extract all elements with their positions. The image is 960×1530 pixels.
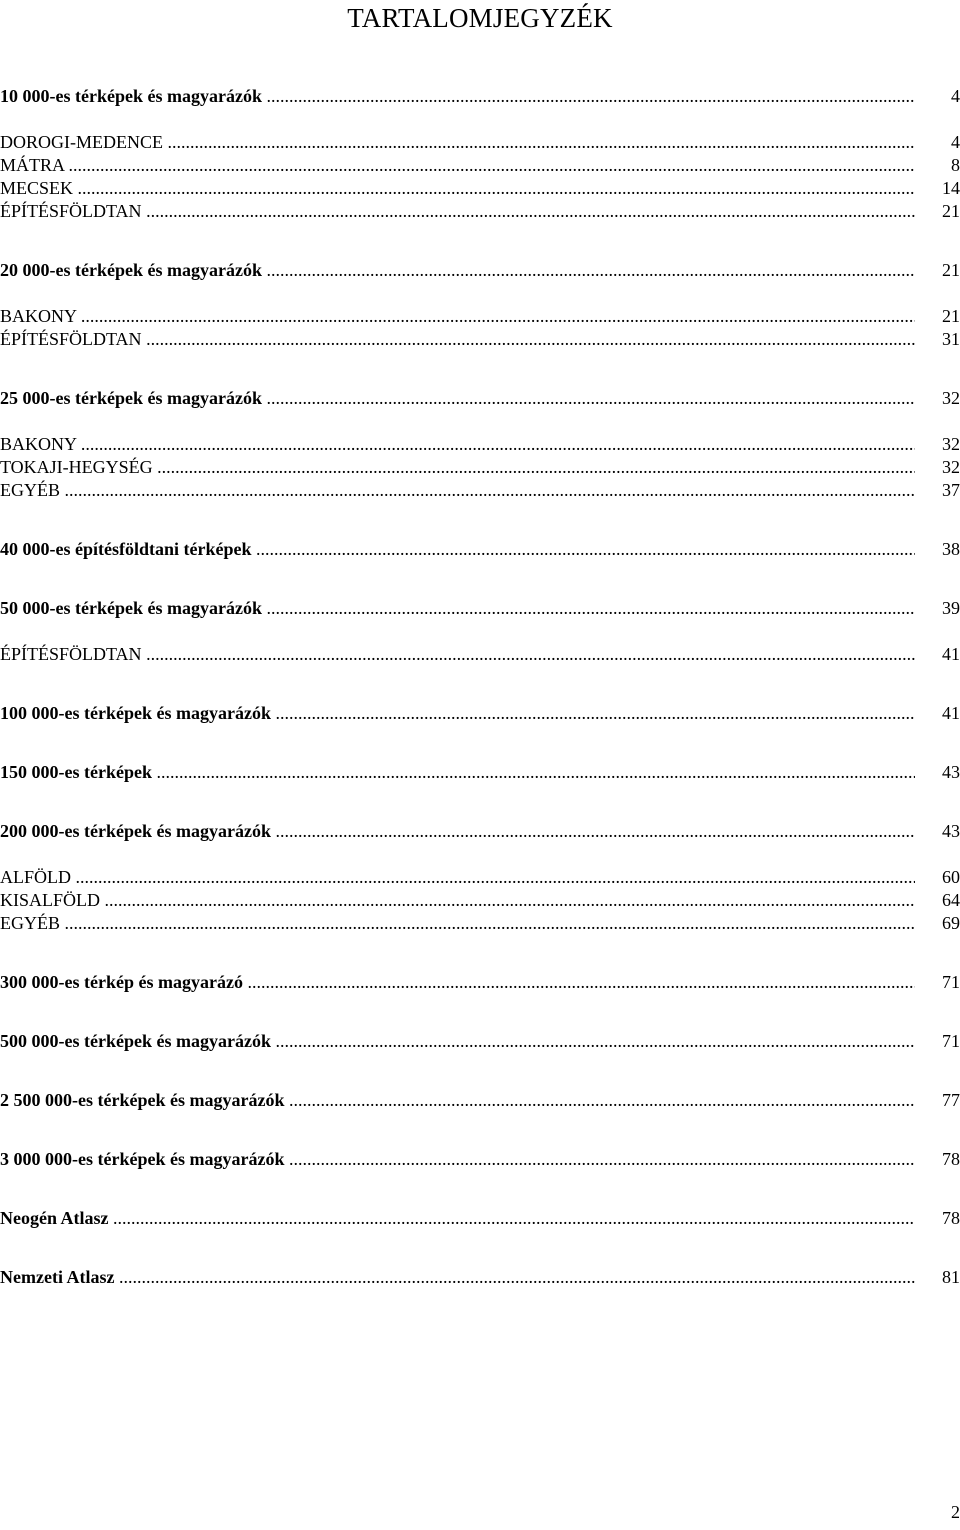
toc-entry [0,386,960,410]
toc-entry [0,970,960,994]
toc-entry-label-wrap [0,537,915,561]
toc-entry-page: 32 [942,434,960,454]
page-number: 2 [951,1502,960,1522]
toc-entry [0,1029,960,1053]
toc-entry-label-wrap [0,432,915,456]
toc-entry-page: 21 [942,201,960,221]
toc-entry [0,176,960,200]
toc-entry-label: ÉPÍTÉSFÖLDTAN [0,644,142,664]
toc-entry-label: BAKONY [0,434,77,454]
toc-entry-label: 100 000-es térképek és magyarázók [0,703,271,723]
toc-entry [0,596,960,620]
toc-entry [0,537,960,561]
toc-entry [0,455,960,479]
toc-entry [0,911,960,935]
toc-entry-label-wrap [0,199,915,223]
toc-entry-label: DOROGI-MEDENCE [0,132,163,152]
toc-entry-page: 4 [951,86,960,106]
toc-entry [0,760,960,784]
toc-entry-page: 64 [942,890,960,910]
toc-entry [0,865,960,889]
toc-entry-label: 50 000-es térképek és magyarázók [0,598,262,618]
toc-entry-label-wrap [0,304,915,328]
toc-entry-label: 300 000-es térkép és magyarázó [0,972,243,992]
page-title: TARTALOMJEGYZÉK [347,3,613,33]
toc-entry-label-wrap [0,596,915,620]
toc-entry-page: 21 [942,306,960,326]
toc-entry-label-wrap [0,865,915,889]
toc-entry [0,153,960,177]
toc-entry-label: 25 000-es térképek és magyarázók [0,388,262,408]
toc-entry-page: 77 [942,1090,960,1110]
toc-entry-label: ÉPÍTÉSFÖLDTAN [0,201,142,221]
toc-entry-page: 43 [942,821,960,841]
toc-entry-label-wrap [0,1088,915,1112]
toc-entry-label: TOKAJI-HEGYSÉG [0,457,153,477]
toc-entry-page: 39 [942,598,960,618]
toc-entry-page: 71 [942,1031,960,1051]
toc-entry-label-wrap [0,386,915,410]
toc-entry-label-wrap [0,84,915,108]
toc-entry-label: MECSEK [0,178,74,198]
toc-entry-label: 2 500 000-es térképek és magyarázók [0,1090,285,1110]
toc-entry-label-wrap [0,153,915,177]
toc-entry-label-wrap [0,1147,915,1171]
toc-entry [0,327,960,351]
toc-entry [0,888,960,912]
toc-entry-label-wrap [0,455,915,479]
toc-entry-label-wrap [0,911,915,935]
toc-entry [0,642,960,666]
toc-entry-label: ALFÖLD [0,867,71,887]
toc-entry [0,258,960,282]
toc-entry-label-wrap [0,327,915,351]
toc-entry-label: EGYÉB [0,480,60,500]
toc-entry-label: ÉPÍTÉSFÖLDTAN [0,329,142,349]
toc-entry-label-wrap [0,1206,915,1230]
toc-entry [0,478,960,502]
toc-entry-page: 69 [942,913,960,933]
toc-entry-label-wrap [0,819,915,843]
toc-entry [0,199,960,223]
toc-entry [0,304,960,328]
toc-entry-label: 20 000-es térképek és magyarázók [0,260,262,280]
toc-entry-label: Nemzeti Atlasz [0,1267,115,1287]
toc-entry-page: 41 [942,644,960,664]
toc-entry-page: 81 [942,1267,960,1287]
toc-entry-page: 32 [942,388,960,408]
toc-entry-label: MÁTRA [0,155,65,175]
toc-entry [0,1265,960,1289]
toc-entry [0,84,960,108]
toc-entry-page: 38 [942,539,960,559]
toc-entry-label-wrap [0,642,915,666]
toc-entry-page: 41 [942,703,960,723]
toc-entry-label-wrap [0,1265,915,1289]
toc-entry-label: BAKONY [0,306,77,326]
toc-entry-page: 14 [942,178,960,198]
toc-entry-page: 78 [942,1208,960,1228]
toc-entry [0,701,960,725]
toc-entry-label-wrap [0,888,915,912]
toc-entry-label: 3 000 000-es térképek és magyarázók [0,1149,285,1169]
toc-entry-label-wrap [0,176,915,200]
toc-entry-page: 31 [942,329,960,349]
toc-entry-page: 43 [942,762,960,782]
toc-entry-page: 32 [942,457,960,477]
toc-entry [0,1147,960,1171]
toc-entry-label: 150 000-es térképek [0,762,152,782]
toc-entry-label: 500 000-es térképek és magyarázók [0,1031,271,1051]
toc-entry-label-wrap [0,130,915,154]
toc-entry-label: KISALFÖLD [0,890,101,910]
toc-entry-page: 71 [942,972,960,992]
toc-entry-page: 4 [951,132,960,152]
toc-entry-page: 78 [942,1149,960,1169]
toc-entry-label: 10 000-es térképek és magyarázók [0,86,262,106]
toc-entry-page: 8 [951,155,960,175]
toc-entry [0,432,960,456]
toc-entry-label-wrap [0,258,915,282]
toc-entry-label-wrap [0,478,915,502]
toc-entry [0,819,960,843]
toc-entry-label-wrap [0,701,915,725]
toc-entry-label: 40 000-es építésföldtani térképek [0,539,252,559]
toc-entry-label: Neogén Atlasz [0,1208,109,1228]
toc-entry-page: 21 [942,260,960,280]
toc-entry-label-wrap [0,1029,915,1053]
toc-entry-label-wrap [0,970,915,994]
toc-entry-label-wrap [0,760,915,784]
toc-entry [0,1088,960,1112]
toc-entry-page: 37 [942,480,960,500]
toc-entry [0,1206,960,1230]
toc-entry-page: 60 [942,867,960,887]
toc-entry-label: 200 000-es térképek és magyarázók [0,821,271,841]
toc-entry-label: EGYÉB [0,913,60,933]
toc-entry [0,130,960,154]
